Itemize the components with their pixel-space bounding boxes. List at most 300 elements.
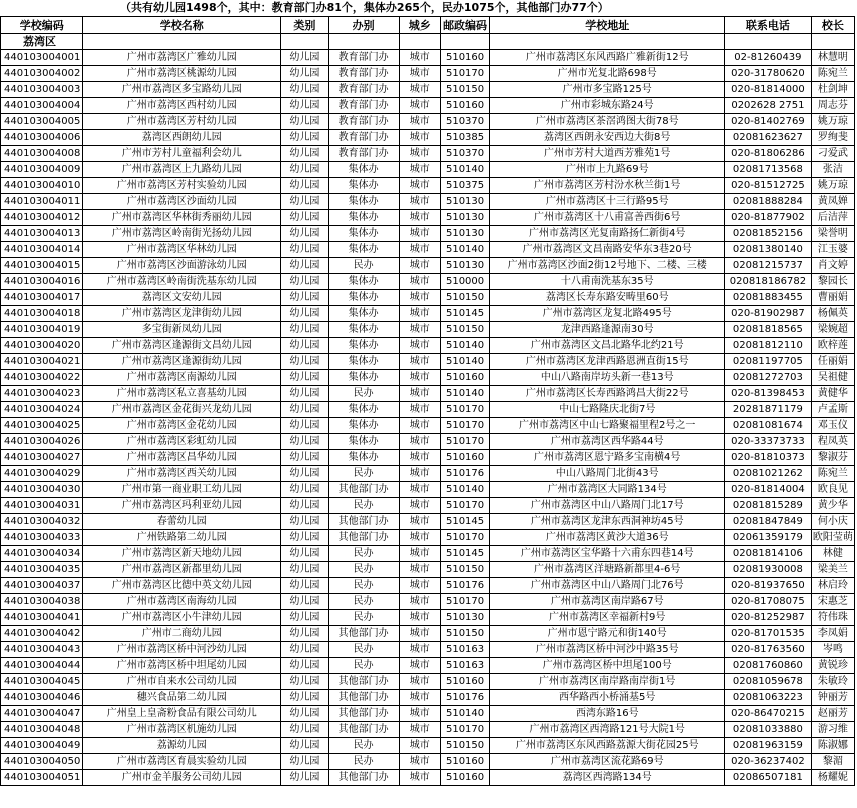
cell-area: 城市 [399, 594, 440, 610]
cell-phone: 02081812110 [725, 338, 812, 354]
table-row [1, 466, 855, 482]
cell-area: 城市 [399, 242, 440, 258]
cell-area: 城市 [399, 658, 440, 674]
cell-postcode: 510170 [440, 402, 489, 418]
cell-phone: 02081033880 [725, 722, 812, 738]
cell-principal: 周志芬 [811, 98, 854, 114]
cell-principal: 林健 [811, 546, 854, 562]
cell-type: 幼儿园 [281, 610, 328, 626]
cell-principal: 梁美兰 [811, 562, 854, 578]
cell-run-by: 教育部门办 [328, 66, 399, 82]
cell-name: 穗兴食品第二幼儿园 [83, 690, 281, 706]
cell-address: 广州市彩城东路24号 [490, 98, 725, 114]
cell-name: 广州市荔湾区西村幼儿园 [83, 98, 281, 114]
cell-code: 440103004043 [1, 642, 83, 658]
cell-principal: 姚万琼 [811, 114, 854, 130]
cell-type: 幼儿园 [281, 738, 328, 754]
cell-area: 城市 [399, 370, 440, 386]
table-row [1, 290, 855, 306]
cell-code: 440103004034 [1, 546, 83, 562]
cell-postcode: 510130 [440, 610, 489, 626]
cell-phone: 020-36237402 [725, 754, 812, 770]
cell-code: 440103004032 [1, 514, 83, 530]
cell-phone: 20281871179 [725, 402, 812, 418]
cell-type: 幼儿园 [281, 466, 328, 482]
cell-run-by: 集体办 [328, 306, 399, 322]
cell-phone: 020-81814000 [725, 82, 812, 98]
cell-area: 城市 [399, 66, 440, 82]
cell-principal: 钟丽芳 [811, 690, 854, 706]
kindergarten-table [0, 16, 855, 786]
cell-type: 幼儿园 [281, 722, 328, 738]
cell-postcode: 510140 [440, 482, 489, 498]
cell-principal: 林启玲 [811, 578, 854, 594]
cell-name: 广州市荔湾区南海幼儿园 [83, 594, 281, 610]
cell-principal: 吴祖健 [811, 370, 854, 386]
cell-run-by: 集体办 [328, 322, 399, 338]
cell-postcode: 510145 [440, 546, 489, 562]
cell-type: 幼儿园 [281, 226, 328, 242]
cell-phone: 020-81810373 [725, 450, 812, 466]
cell-postcode: 510170 [440, 66, 489, 82]
cell-code: 440103004020 [1, 338, 83, 354]
cell-phone: 02081063223 [725, 690, 812, 706]
cell-type: 幼儿园 [281, 178, 328, 194]
cell-postcode: 510375 [440, 178, 489, 194]
cell-type: 幼儿园 [281, 306, 328, 322]
cell-address: 广州市荔湾区南岸路67号 [490, 594, 725, 610]
cell-address: 广州市荔湾区流花路69号 [490, 754, 725, 770]
cell-postcode: 510170 [440, 530, 489, 546]
cell-address: 广州市荔湾区宝华路十六甫东四巷14号 [490, 546, 725, 562]
cell-phone: 02081272703 [725, 370, 812, 386]
cell-type: 幼儿园 [281, 450, 328, 466]
cell-area: 城市 [399, 98, 440, 114]
cell-phone: 02081197705 [725, 354, 812, 370]
cell-run-by: 民办 [328, 594, 399, 610]
table-row [1, 754, 855, 770]
cell-type: 幼儿园 [281, 274, 328, 290]
cell-address: 荔湾区长寿东路安畴里60号 [490, 290, 725, 306]
cell-name: 广州市荔湾区逢源街文昌幼儿园 [83, 338, 281, 354]
table-row [1, 626, 855, 642]
cell-name: 广州市荔湾区昌华幼儿园 [83, 450, 281, 466]
cell-postcode: 510140 [440, 242, 489, 258]
cell-address: 广州市荔湾区黄沙大道36号 [490, 530, 725, 546]
cell-principal: 陈宛兰 [811, 466, 854, 482]
cell-postcode: 510140 [440, 706, 489, 722]
cell-principal: 罗绚斐 [811, 130, 854, 146]
cell-principal: 宋惠芝 [811, 594, 854, 610]
cell-type: 幼儿园 [281, 482, 328, 498]
table-row [1, 722, 855, 738]
cell-address: 广州市荔湾区中山七路聚福里程2号之一 [490, 418, 725, 434]
cell-postcode: 510150 [440, 738, 489, 754]
cell-name: 广州市第一商业职工幼儿园 [83, 482, 281, 498]
table-row [1, 114, 855, 130]
cell-name: 广州市荔湾区金花街兴龙幼儿园 [83, 402, 281, 418]
cell-code: 440103004047 [1, 706, 83, 722]
cell-code: 440103004049 [1, 738, 83, 754]
cell-code: 440103004033 [1, 530, 83, 546]
cell-name: 广州铁路第二幼儿园 [83, 530, 281, 546]
cell-address: 荔湾区西湾路134号 [490, 770, 725, 786]
table-row [1, 306, 855, 322]
cell-name: 广州市荔湾区桥中坦尾幼儿园 [83, 658, 281, 674]
cell-run-by: 民办 [328, 386, 399, 402]
cell-phone: 020-86470215 [725, 706, 812, 722]
cell-run-by: 集体办 [328, 338, 399, 354]
cell-type: 幼儿园 [281, 114, 328, 130]
cell-phone: 020-81402769 [725, 114, 812, 130]
cell-run-by: 民办 [328, 466, 399, 482]
cell-address: 广州市荔湾区桥中河沙中路35号 [490, 642, 725, 658]
cell-address: 广州市荔湾区西华路44号 [490, 434, 725, 450]
cell-phone: 02081852156 [725, 226, 812, 242]
cell-postcode: 510160 [440, 770, 489, 786]
table-row [1, 642, 855, 658]
cell-postcode: 510150 [440, 626, 489, 642]
cell-run-by: 其他部门办 [328, 482, 399, 498]
cell-code: 440103004001 [1, 50, 83, 66]
cell-address: 广州市荔湾区中山八路周门北76号 [490, 578, 725, 594]
cell-type: 幼儿园 [281, 434, 328, 450]
cell-address: 广州市荔湾区恩宁路多宝南横4号 [490, 450, 725, 466]
cell-phone: 02061359179 [725, 530, 812, 546]
cell-run-by: 民办 [328, 738, 399, 754]
cell-address: 广州市芳村大道西芳雅苑1号 [490, 146, 725, 162]
cell-area: 城市 [399, 706, 440, 722]
cell-code: 440103004002 [1, 66, 83, 82]
cell-type: 幼儿园 [281, 82, 328, 98]
header-name: 学校名称 [83, 17, 281, 34]
cell-phone: 02081380140 [725, 242, 812, 258]
cell-phone: 02081818565 [725, 322, 812, 338]
cell-principal: 何小庆 [811, 514, 854, 530]
cell-code: 440103004008 [1, 146, 83, 162]
cell-code: 440103004022 [1, 370, 83, 386]
cell-address: 荔湾区西朗永安西边大街8号 [490, 130, 725, 146]
cell-postcode: 510170 [440, 722, 489, 738]
cell-code: 440103004018 [1, 306, 83, 322]
cell-principal: 岑鸣 [811, 642, 854, 658]
cell-principal: 符伟珠 [811, 610, 854, 626]
cell-postcode: 510145 [440, 514, 489, 530]
cell-type: 幼儿园 [281, 370, 328, 386]
cell-address: 广州市荔湾区十三行路95号 [490, 194, 725, 210]
table-row [1, 674, 855, 690]
table-row [1, 450, 855, 466]
cell-area: 城市 [399, 354, 440, 370]
cell-area: 城市 [399, 482, 440, 498]
cell-code: 440103004041 [1, 610, 83, 626]
cell-name: 广州市荔湾区小牛津幼儿园 [83, 610, 281, 626]
cell-area: 城市 [399, 546, 440, 562]
cell-phone: 020-81763560 [725, 642, 812, 658]
cell-postcode: 510370 [440, 114, 489, 130]
cell-principal: 黎园长 [811, 274, 854, 290]
cell-principal: 邓玉仪 [811, 418, 854, 434]
cell-phone: 02081814106 [725, 546, 812, 562]
cell-area: 城市 [399, 322, 440, 338]
cell-phone: 020-31780620 [725, 66, 812, 82]
cell-name: 广州市荔湾区机施幼儿园 [83, 722, 281, 738]
cell-principal: 梁婉超 [811, 322, 854, 338]
cell-area: 城市 [399, 210, 440, 226]
cell-area: 城市 [399, 770, 440, 786]
table-row [1, 50, 855, 66]
cell-phone: 020-81398453 [725, 386, 812, 402]
table-row [1, 546, 855, 562]
cell-area: 城市 [399, 50, 440, 66]
cell-phone: 020-81877902 [725, 210, 812, 226]
cell-area: 城市 [399, 178, 440, 194]
cell-code: 440103004038 [1, 594, 83, 610]
cell-code: 440103004021 [1, 354, 83, 370]
cell-postcode: 510130 [440, 210, 489, 226]
cell-phone: 02081883455 [725, 290, 812, 306]
cell-address: 广州市荔湾区桥中坦尾100号 [490, 658, 725, 674]
cell-principal: 黄凤婵 [811, 194, 854, 210]
cell-postcode: 510170 [440, 418, 489, 434]
cell-address: 广州市上九路69号 [490, 162, 725, 178]
cell-area: 城市 [399, 274, 440, 290]
table-row [1, 770, 855, 786]
cell-name: 广州市荔湾区比德中英文幼儿园 [83, 578, 281, 594]
table-body [1, 34, 855, 786]
cell-name: 广州市荔湾区私立喜基幼儿园 [83, 386, 281, 402]
cell-run-by: 民办 [328, 578, 399, 594]
cell-code: 440103004024 [1, 402, 83, 418]
cell-run-by: 集体办 [328, 274, 399, 290]
table-row [1, 386, 855, 402]
cell-area: 城市 [399, 114, 440, 130]
cell-name: 荔湾区文安幼儿园 [83, 290, 281, 306]
cell-area: 城市 [399, 290, 440, 306]
cell-code: 440103004029 [1, 466, 83, 482]
header-principal: 校长 [811, 17, 854, 34]
cell-run-by: 其他部门办 [328, 514, 399, 530]
cell-code: 440103004016 [1, 274, 83, 290]
cell-code: 440103004023 [1, 386, 83, 402]
header-postcode: 邮政编码 [440, 17, 489, 34]
cell-type: 幼儿园 [281, 578, 328, 594]
cell-principal: 陈淑娜 [811, 738, 854, 754]
cell-area: 城市 [399, 130, 440, 146]
cell-principal: 欧阳莹萌 [811, 530, 854, 546]
cell-postcode: 510150 [440, 322, 489, 338]
cell-address: 广州市荔湾区龙津东西洞神坊45号 [490, 514, 725, 530]
header-row [1, 17, 855, 34]
table-row [1, 706, 855, 722]
cell-phone: 020-81902987 [725, 306, 812, 322]
cell-run-by: 集体办 [328, 418, 399, 434]
cell-code: 440103004037 [1, 578, 83, 594]
cell-code: 440103004027 [1, 450, 83, 466]
cell-run-by: 民办 [328, 562, 399, 578]
cell-phone: 020-81937650 [725, 578, 812, 594]
cell-type: 幼儿园 [281, 338, 328, 354]
table-row [1, 610, 855, 626]
cell-type: 幼儿园 [281, 674, 328, 690]
cell-phone: 02081713568 [725, 162, 812, 178]
cell-run-by: 集体办 [328, 450, 399, 466]
cell-type: 幼儿园 [281, 290, 328, 306]
cell-type: 幼儿园 [281, 546, 328, 562]
table-row [1, 354, 855, 370]
cell-principal: 杨佩英 [811, 306, 854, 322]
cell-name: 春蕾幼儿园 [83, 514, 281, 530]
cell-postcode: 510160 [440, 450, 489, 466]
cell-postcode: 510176 [440, 690, 489, 706]
cell-run-by: 民办 [328, 546, 399, 562]
cell-name: 广州市荔湾区华林街秀丽幼儿园 [83, 210, 281, 226]
cell-principal: 程凤英 [811, 434, 854, 450]
cell-address: 中山八路周门北街43号 [490, 466, 725, 482]
cell-area: 城市 [399, 626, 440, 642]
cell-area: 城市 [399, 514, 440, 530]
cell-address: 龙津西路逢源南30号 [490, 322, 725, 338]
table-row [1, 82, 855, 98]
cell-postcode: 510140 [440, 338, 489, 354]
cell-type: 幼儿园 [281, 642, 328, 658]
table-row [1, 562, 855, 578]
table-row [1, 418, 855, 434]
cell-principal: 李凤娟 [811, 626, 854, 642]
cell-run-by: 集体办 [328, 178, 399, 194]
cell-principal: 任丽娟 [811, 354, 854, 370]
cell-phone: 020-81806286 [725, 146, 812, 162]
cell-type: 幼儿园 [281, 146, 328, 162]
cell-phone: 020-81701535 [725, 626, 812, 642]
table-row [1, 258, 855, 274]
cell-principal: 赵丽芳 [811, 706, 854, 722]
cell-code: 440103004042 [1, 626, 83, 642]
cell-principal: 肖文婷 [811, 258, 854, 274]
cell-address: 广州市荔湾区文昌南路安华东3巷20号 [490, 242, 725, 258]
cell-principal: 卢孟斯 [811, 402, 854, 418]
cell-principal: 梁誉明 [811, 226, 854, 242]
cell-run-by: 其他部门办 [328, 690, 399, 706]
cell-phone: 02086507181 [725, 770, 812, 786]
table-row [1, 498, 855, 514]
table-row [1, 482, 855, 498]
cell-principal: 游习维 [811, 722, 854, 738]
cell-area: 城市 [399, 258, 440, 274]
cell-run-by: 其他部门办 [328, 706, 399, 722]
cell-phone: 02081847849 [725, 514, 812, 530]
cell-phone: 020-81512725 [725, 178, 812, 194]
cell-area: 城市 [399, 338, 440, 354]
cell-postcode: 510170 [440, 498, 489, 514]
cell-postcode: 510150 [440, 562, 489, 578]
cell-postcode: 510163 [440, 658, 489, 674]
cell-principal: 杜剑坤 [811, 82, 854, 98]
cell-phone: 02081815289 [725, 498, 812, 514]
cell-postcode: 510140 [440, 162, 489, 178]
cell-name: 多宝街新凤幼儿园 [83, 322, 281, 338]
cell-area: 城市 [399, 578, 440, 594]
cell-address: 广州市荔湾区幸福新村9号 [490, 610, 725, 626]
cell-address: 中山七路隆庆北街7号 [490, 402, 725, 418]
cell-phone: 02081059678 [725, 674, 812, 690]
cell-name: 广州市荔湾区上九路幼儿园 [83, 162, 281, 178]
cell-name: 广州市荔湾区芳村实验幼儿园 [83, 178, 281, 194]
cell-postcode: 510385 [440, 130, 489, 146]
cell-type: 幼儿园 [281, 562, 328, 578]
cell-run-by: 集体办 [328, 354, 399, 370]
cell-type: 幼儿园 [281, 66, 328, 82]
cell-type: 幼儿园 [281, 530, 328, 546]
cell-address: 广州市荔湾区东风西路荔源大街花园25号 [490, 738, 725, 754]
header-code: 学校编码 [1, 17, 83, 34]
table-row [1, 178, 855, 194]
cell-type: 幼儿园 [281, 386, 328, 402]
cell-area: 城市 [399, 562, 440, 578]
cell-postcode: 510130 [440, 226, 489, 242]
cell-code: 440103004019 [1, 322, 83, 338]
cell-principal: 张洁 [811, 162, 854, 178]
cell-type: 幼儿园 [281, 194, 328, 210]
cell-address: 广州市荔湾区南岸路南岸街1号 [490, 674, 725, 690]
table-row [1, 98, 855, 114]
cell-postcode: 510000 [440, 274, 489, 290]
cell-code: 440103004026 [1, 434, 83, 450]
cell-phone: 02-81260439 [725, 50, 812, 66]
cell-postcode: 510140 [440, 386, 489, 402]
cell-principal: 黎湄 [811, 754, 854, 770]
table-row [1, 274, 855, 290]
cell-name: 广州市荔湾区桃源幼儿园 [83, 66, 281, 82]
table-row [1, 514, 855, 530]
cell-name: 广州市荔湾区育晨实验幼儿园 [83, 754, 281, 770]
cell-address: 广州市荔湾区芳村汾水秋兰街1号 [490, 178, 725, 194]
cell-code: 440103004015 [1, 258, 83, 274]
cell-principal: 陈宛兰 [811, 66, 854, 82]
cell-name: 广州市荔湾区玛利亚幼儿园 [83, 498, 281, 514]
cell-run-by: 其他部门办 [328, 722, 399, 738]
cell-type: 幼儿园 [281, 354, 328, 370]
cell-code: 440103004050 [1, 754, 83, 770]
cell-run-by: 集体办 [328, 194, 399, 210]
cell-address: 广州市荔湾区中山八路周门北17号 [490, 498, 725, 514]
cell-phone: 020-81252987 [725, 610, 812, 626]
cell-postcode: 510150 [440, 82, 489, 98]
cell-name: 广州市荔湾区多宝路幼儿园 [83, 82, 281, 98]
cell-phone: 02081930008 [725, 562, 812, 578]
cell-principal: 后洁萍 [811, 210, 854, 226]
cell-code: 440103004003 [1, 82, 83, 98]
table-row [1, 210, 855, 226]
cell-run-by: 民办 [328, 258, 399, 274]
cell-principal: 黄健华 [811, 386, 854, 402]
cell-address: 广州市荔湾区龙复北路495号 [490, 306, 725, 322]
cell-address: 十八甫南洗基东35号 [490, 274, 725, 290]
cell-postcode: 510160 [440, 674, 489, 690]
cell-postcode: 510163 [440, 642, 489, 658]
table-row [1, 146, 855, 162]
cell-principal: 朱敏玲 [811, 674, 854, 690]
cell-type: 幼儿园 [281, 130, 328, 146]
cell-name: 广州市二商幼儿园 [83, 626, 281, 642]
cell-area: 城市 [399, 642, 440, 658]
cell-name: 广州市荔湾区南源幼儿园 [83, 370, 281, 386]
cell-type: 幼儿园 [281, 162, 328, 178]
cell-area: 城市 [399, 386, 440, 402]
district-row [1, 34, 855, 50]
cell-phone: 020-81708075 [725, 594, 812, 610]
header-address: 学校地址 [490, 17, 725, 34]
